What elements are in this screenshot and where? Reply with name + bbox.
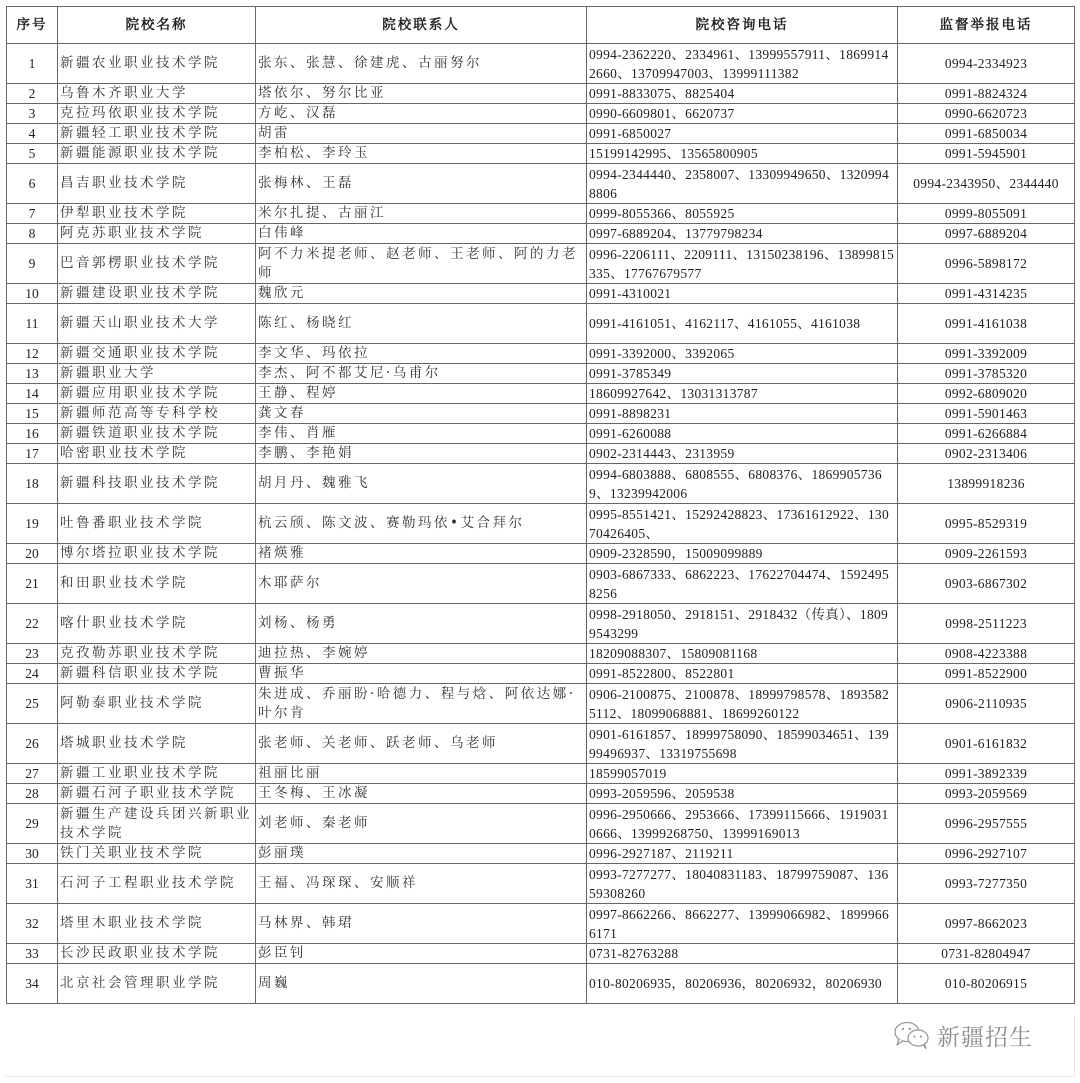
school-name-cell: 新疆天山职业技术大学 bbox=[58, 304, 256, 344]
contact-person-cell: 褚煐雅 bbox=[256, 544, 587, 564]
row-index: 29 bbox=[7, 804, 58, 844]
consult-phone-cell: 18609927642、13031313787 bbox=[587, 384, 898, 404]
report-phone-cell: 0991-6266884 bbox=[898, 424, 1075, 444]
wechat-watermark bbox=[893, 1017, 1033, 1053]
contact-person-cell: 王冬梅、王冰凝 bbox=[256, 784, 587, 804]
table-row bbox=[7, 564, 1075, 604]
school-name-cell: 新疆石河子职业技术学院 bbox=[58, 784, 256, 804]
report-phone-cell: 010-80206915 bbox=[898, 964, 1075, 1004]
watermark-text: 新疆招生 bbox=[937, 1024, 1033, 1051]
table-row bbox=[7, 384, 1075, 404]
table-row bbox=[7, 364, 1075, 384]
school-name-cell: 阿勒泰职业技术学院 bbox=[58, 684, 256, 724]
school-name-cell: 哈密职业技术学院 bbox=[58, 444, 256, 464]
row-index: 31 bbox=[7, 864, 58, 904]
page-right-edge bbox=[1074, 1016, 1075, 1076]
consult-phone-cell: 0998-2918050、2918151、2918432（传真）、18099543299 bbox=[587, 604, 898, 644]
table-row bbox=[7, 724, 1075, 764]
header-index: 序号 bbox=[7, 7, 58, 44]
consult-phone-cell: 0997-8662266、8662277、13999066982、18999666171 bbox=[587, 904, 898, 944]
school-name-cell: 铁门关职业技术学院 bbox=[58, 844, 256, 864]
table-row bbox=[7, 784, 1075, 804]
school-name-cell: 新疆轻工职业技术学院 bbox=[58, 124, 256, 144]
report-phone-cell: 0993-7277350 bbox=[898, 864, 1075, 904]
row-index: 13 bbox=[7, 364, 58, 384]
report-phone-cell: 0991-3392009 bbox=[898, 344, 1075, 364]
school-name-cell: 新疆能源职业技术学院 bbox=[58, 144, 256, 164]
consult-phone-cell: 0991-6260088 bbox=[587, 424, 898, 444]
consult-phone-cell: 0991-4161051、4162117、4161055、4161038 bbox=[587, 304, 898, 344]
consult-phone-cell: 0991-8522800、8522801 bbox=[587, 664, 898, 684]
school-name-cell: 塔里木职业技术学院 bbox=[58, 904, 256, 944]
report-phone-cell: 0991-5901463 bbox=[898, 404, 1075, 424]
consult-phone-cell: 0991-3785349 bbox=[587, 364, 898, 384]
table-row bbox=[7, 804, 1075, 844]
row-index: 28 bbox=[7, 784, 58, 804]
consult-phone-cell: 0995-8551421、15292428823、17361612922、13070426405、 bbox=[587, 504, 898, 544]
school-name-cell: 伊犁职业技术学院 bbox=[58, 204, 256, 224]
report-phone-cell: 0901-6161832 bbox=[898, 724, 1075, 764]
consult-phone-cell: 0994-2344440、2358007、13309949650、13209948806 bbox=[587, 164, 898, 204]
report-phone-cell: 0990-6620723 bbox=[898, 104, 1075, 124]
school-name-cell: 博尔塔拉职业技术学院 bbox=[58, 544, 256, 564]
table-row bbox=[7, 244, 1075, 284]
contact-person-cell: 刘杨、杨勇 bbox=[256, 604, 587, 644]
consult-phone-cell: 0991-6850027 bbox=[587, 124, 898, 144]
table-header-row bbox=[7, 7, 1075, 44]
table-row bbox=[7, 604, 1075, 644]
consult-phone-cell: 0991-8833075、8825404 bbox=[587, 84, 898, 104]
school-contact-table bbox=[6, 6, 1075, 1004]
school-name-cell: 长沙民政职业技术学院 bbox=[58, 944, 256, 964]
header-consult-phone: 院校咨询电话 bbox=[587, 7, 898, 44]
report-phone-cell: 0998-2511223 bbox=[898, 604, 1075, 644]
row-index: 1 bbox=[7, 44, 58, 84]
table-row bbox=[7, 464, 1075, 504]
table-row bbox=[7, 904, 1075, 944]
row-index: 9 bbox=[7, 244, 58, 284]
school-name-cell: 石河子工程职业技术学院 bbox=[58, 864, 256, 904]
table-row bbox=[7, 664, 1075, 684]
contact-person-cell: 魏欣元 bbox=[256, 284, 587, 304]
school-name-cell: 新疆师范高等专科学校 bbox=[58, 404, 256, 424]
report-phone-cell: 0908-4223388 bbox=[898, 644, 1075, 664]
consult-phone-cell: 15199142995、13565800905 bbox=[587, 144, 898, 164]
contact-person-cell: 白伟峰 bbox=[256, 224, 587, 244]
row-index: 5 bbox=[7, 144, 58, 164]
consult-phone-cell: 0991-8898231 bbox=[587, 404, 898, 424]
contact-person-cell: 阿不力米提老师、赵老师、王老师、阿的力老师 bbox=[256, 244, 587, 284]
contact-person-cell: 张东、张慧、徐建虎、古丽努尔 bbox=[256, 44, 587, 84]
contact-person-cell: 杭云颀、陈文波、赛勒玛依•艾合拜尔 bbox=[256, 504, 587, 544]
consult-phone-cell: 0991-3392000、3392065 bbox=[587, 344, 898, 364]
contact-person-cell: 李伟、肖雁 bbox=[256, 424, 587, 444]
header-contact-person: 院校联系人 bbox=[256, 7, 587, 44]
row-index: 22 bbox=[7, 604, 58, 644]
school-name-cell: 新疆科技职业技术学院 bbox=[58, 464, 256, 504]
row-index: 10 bbox=[7, 284, 58, 304]
table-row bbox=[7, 304, 1075, 344]
report-phone-cell: 0991-4314235 bbox=[898, 284, 1075, 304]
table-row bbox=[7, 204, 1075, 224]
table-row bbox=[7, 644, 1075, 664]
table-row bbox=[7, 764, 1075, 784]
report-phone-cell: 0992-6809020 bbox=[898, 384, 1075, 404]
consult-phone-cell: 0909-2328590，15009099889 bbox=[587, 544, 898, 564]
row-index: 7 bbox=[7, 204, 58, 224]
contact-person-cell: 李杰、阿不都艾尼·乌甫尔 bbox=[256, 364, 587, 384]
table-row bbox=[7, 144, 1075, 164]
school-name-cell: 喀什职业技术学院 bbox=[58, 604, 256, 644]
header-report-phone: 监督举报电话 bbox=[898, 7, 1075, 44]
table-row bbox=[7, 164, 1075, 204]
report-phone-cell: 0903-6867302 bbox=[898, 564, 1075, 604]
contact-person-cell: 王福、冯琛琛、安顺祥 bbox=[256, 864, 587, 904]
row-index: 19 bbox=[7, 504, 58, 544]
row-index: 30 bbox=[7, 844, 58, 864]
consult-phone-cell: 0996-2206111、2209111、13150238196、13899815335、17767679577 bbox=[587, 244, 898, 284]
school-name-cell: 巴音郭楞职业技术学院 bbox=[58, 244, 256, 284]
contact-person-cell: 刘老师、秦老师 bbox=[256, 804, 587, 844]
school-name-cell: 新疆农业职业技术学院 bbox=[58, 44, 256, 84]
school-name-cell: 乌鲁木齐职业大学 bbox=[58, 84, 256, 104]
row-index: 15 bbox=[7, 404, 58, 424]
contact-person-cell: 彭臣钊 bbox=[256, 944, 587, 964]
consult-phone-cell: 0731-82763288 bbox=[587, 944, 898, 964]
row-index: 6 bbox=[7, 164, 58, 204]
report-phone-cell: 0991-6850034 bbox=[898, 124, 1075, 144]
row-index: 34 bbox=[7, 964, 58, 1004]
contact-person-cell: 王静、程婷 bbox=[256, 384, 587, 404]
row-index: 26 bbox=[7, 724, 58, 764]
report-phone-cell: 13899918236 bbox=[898, 464, 1075, 504]
report-phone-cell: 0996-5898172 bbox=[898, 244, 1075, 284]
row-index: 21 bbox=[7, 564, 58, 604]
table-row bbox=[7, 284, 1075, 304]
row-index: 17 bbox=[7, 444, 58, 464]
table-row bbox=[7, 504, 1075, 544]
contact-person-cell: 龚文春 bbox=[256, 404, 587, 424]
row-index: 16 bbox=[7, 424, 58, 444]
contact-person-cell: 李柏松、李玲玉 bbox=[256, 144, 587, 164]
consult-phone-cell: 0993-7277277、18040831183、18799759087、13659308260 bbox=[587, 864, 898, 904]
table-row bbox=[7, 864, 1075, 904]
consult-phone-cell: 0990-6609801、6620737 bbox=[587, 104, 898, 124]
consult-phone-cell: 0996-2927187、2119211 bbox=[587, 844, 898, 864]
contact-person-cell: 李鹏、李艳娟 bbox=[256, 444, 587, 464]
table-row bbox=[7, 124, 1075, 144]
contact-person-cell: 米尔扎提、古丽江 bbox=[256, 204, 587, 224]
table-row bbox=[7, 444, 1075, 464]
school-name-cell: 克孜勒苏职业技术学院 bbox=[58, 644, 256, 664]
report-phone-cell: 0997-8662023 bbox=[898, 904, 1075, 944]
table-row bbox=[7, 404, 1075, 424]
table-row bbox=[7, 224, 1075, 244]
row-index: 12 bbox=[7, 344, 58, 364]
wechat-icon bbox=[893, 1020, 931, 1050]
header-school-name: 院校名称 bbox=[58, 7, 256, 44]
table-row bbox=[7, 944, 1075, 964]
row-index: 2 bbox=[7, 84, 58, 104]
table-body bbox=[7, 44, 1075, 1004]
school-name-cell: 吐鲁番职业技术学院 bbox=[58, 504, 256, 544]
report-phone-cell: 0991-8522900 bbox=[898, 664, 1075, 684]
report-phone-cell: 0995-8529319 bbox=[898, 504, 1075, 544]
school-name-cell: 新疆职业大学 bbox=[58, 364, 256, 384]
report-phone-cell: 0996-2957555 bbox=[898, 804, 1075, 844]
report-phone-cell: 0999-8055091 bbox=[898, 204, 1075, 224]
table-row bbox=[7, 344, 1075, 364]
contact-person-cell: 张梅林、王磊 bbox=[256, 164, 587, 204]
contact-person-cell: 马林界、韩珺 bbox=[256, 904, 587, 944]
contact-person-cell: 彭丽璞 bbox=[256, 844, 587, 864]
consult-phone-cell: 0994-6803888、6808555、6808376、18699057369、13239942006 bbox=[587, 464, 898, 504]
consult-phone-cell: 010-80206935，80206936，80206932，80206930 bbox=[587, 964, 898, 1004]
contact-person-cell: 周巍 bbox=[256, 964, 587, 1004]
contact-person-cell: 张老师、关老师、跃老师、乌老师 bbox=[256, 724, 587, 764]
row-index: 23 bbox=[7, 644, 58, 664]
consult-phone-cell: 0996-2950666、2953666、17399115666、19190310666、13999268750、13999169013 bbox=[587, 804, 898, 844]
table-row bbox=[7, 84, 1075, 104]
report-phone-cell: 0993-2059569 bbox=[898, 784, 1075, 804]
report-phone-cell: 0994-2334923 bbox=[898, 44, 1075, 84]
contact-person-cell: 塔依尔、努尔比亚 bbox=[256, 84, 587, 104]
row-index: 24 bbox=[7, 664, 58, 684]
report-phone-cell: 0991-5945901 bbox=[898, 144, 1075, 164]
consult-phone-cell: 0901-6161857、18999758090、18599034651、13999496937、13319755698 bbox=[587, 724, 898, 764]
school-name-cell: 新疆建设职业技术学院 bbox=[58, 284, 256, 304]
row-index: 18 bbox=[7, 464, 58, 504]
contact-person-cell: 曹振华 bbox=[256, 664, 587, 684]
row-index: 27 bbox=[7, 764, 58, 784]
table-row bbox=[7, 844, 1075, 864]
page-bottom-edge bbox=[6, 1076, 1074, 1077]
row-index: 32 bbox=[7, 904, 58, 944]
consult-phone-cell: 0991-4310021 bbox=[587, 284, 898, 304]
report-phone-cell: 0996-2927107 bbox=[898, 844, 1075, 864]
report-phone-cell: 0909-2261593 bbox=[898, 544, 1075, 564]
school-name-cell: 新疆铁道职业技术学院 bbox=[58, 424, 256, 444]
school-name-cell: 新疆科信职业技术学院 bbox=[58, 664, 256, 684]
contact-person-cell: 迪拉热、李婉婷 bbox=[256, 644, 587, 664]
contact-person-cell: 祖丽比丽 bbox=[256, 764, 587, 784]
school-name-cell: 新疆交通职业技术学院 bbox=[58, 344, 256, 364]
table-row bbox=[7, 104, 1075, 124]
consult-phone-cell: 0993-2059596、2059538 bbox=[587, 784, 898, 804]
row-index: 14 bbox=[7, 384, 58, 404]
consult-phone-cell: 0997-6889204、13779798234 bbox=[587, 224, 898, 244]
consult-phone-cell: 18209088307、15809081168 bbox=[587, 644, 898, 664]
report-phone-cell: 0902-2313406 bbox=[898, 444, 1075, 464]
contact-person-cell: 木耶萨尔 bbox=[256, 564, 587, 604]
row-index: 11 bbox=[7, 304, 58, 344]
row-index: 25 bbox=[7, 684, 58, 724]
contact-person-cell: 方屹、汉磊 bbox=[256, 104, 587, 124]
school-name-cell: 新疆工业职业技术学院 bbox=[58, 764, 256, 784]
report-phone-cell: 0906-2110935 bbox=[898, 684, 1075, 724]
row-index: 33 bbox=[7, 944, 58, 964]
consult-phone-cell: 18599057019 bbox=[587, 764, 898, 784]
report-phone-cell: 0991-3785320 bbox=[898, 364, 1075, 384]
contact-person-cell: 李文华、玛依拉 bbox=[256, 344, 587, 364]
contact-person-cell: 朱进成、乔丽盼·哈德力、程与焓、阿依达娜·叶尔肯 bbox=[256, 684, 587, 724]
school-name-cell: 新疆应用职业技术学院 bbox=[58, 384, 256, 404]
school-name-cell: 昌吉职业技术学院 bbox=[58, 164, 256, 204]
report-phone-cell: 0994-2343950、2344440 bbox=[898, 164, 1075, 204]
contact-person-cell: 胡雷 bbox=[256, 124, 587, 144]
report-phone-cell: 0997-6889204 bbox=[898, 224, 1075, 244]
consult-phone-cell: 0999-8055366、8055925 bbox=[587, 204, 898, 224]
row-index: 3 bbox=[7, 104, 58, 124]
contact-person-cell: 胡月丹、魏雅飞 bbox=[256, 464, 587, 504]
school-name-cell: 塔城职业技术学院 bbox=[58, 724, 256, 764]
school-name-cell: 阿克苏职业技术学院 bbox=[58, 224, 256, 244]
table-row bbox=[7, 544, 1075, 564]
school-name-cell: 北京社会管理职业学院 bbox=[58, 964, 256, 1004]
report-phone-cell: 0991-3892339 bbox=[898, 764, 1075, 784]
row-index: 20 bbox=[7, 544, 58, 564]
school-name-cell: 克拉玛依职业技术学院 bbox=[58, 104, 256, 124]
report-phone-cell: 0991-4161038 bbox=[898, 304, 1075, 344]
consult-phone-cell: 0994-2362220、2334961、13999557911、18699142660、13709947003、13999111382 bbox=[587, 44, 898, 84]
school-name-cell: 和田职业技术学院 bbox=[58, 564, 256, 604]
school-name-cell: 新疆生产建设兵团兴新职业技术学院 bbox=[58, 804, 256, 844]
consult-phone-cell: 0903-6867333、6862223、17622704474、15924958256 bbox=[587, 564, 898, 604]
table-row bbox=[7, 424, 1075, 444]
contact-person-cell: 陈红、杨晓红 bbox=[256, 304, 587, 344]
report-phone-cell: 0991-8824324 bbox=[898, 84, 1075, 104]
consult-phone-cell: 0902-2314443、2313959 bbox=[587, 444, 898, 464]
row-index: 4 bbox=[7, 124, 58, 144]
consult-phone-cell: 0906-2100875、2100878、18999798578、18935825112、18099068881、18699260122 bbox=[587, 684, 898, 724]
report-phone-cell: 0731-82804947 bbox=[898, 944, 1075, 964]
table-row bbox=[7, 44, 1075, 84]
row-index: 8 bbox=[7, 224, 58, 244]
table-row bbox=[7, 684, 1075, 724]
table-row bbox=[7, 964, 1075, 1004]
